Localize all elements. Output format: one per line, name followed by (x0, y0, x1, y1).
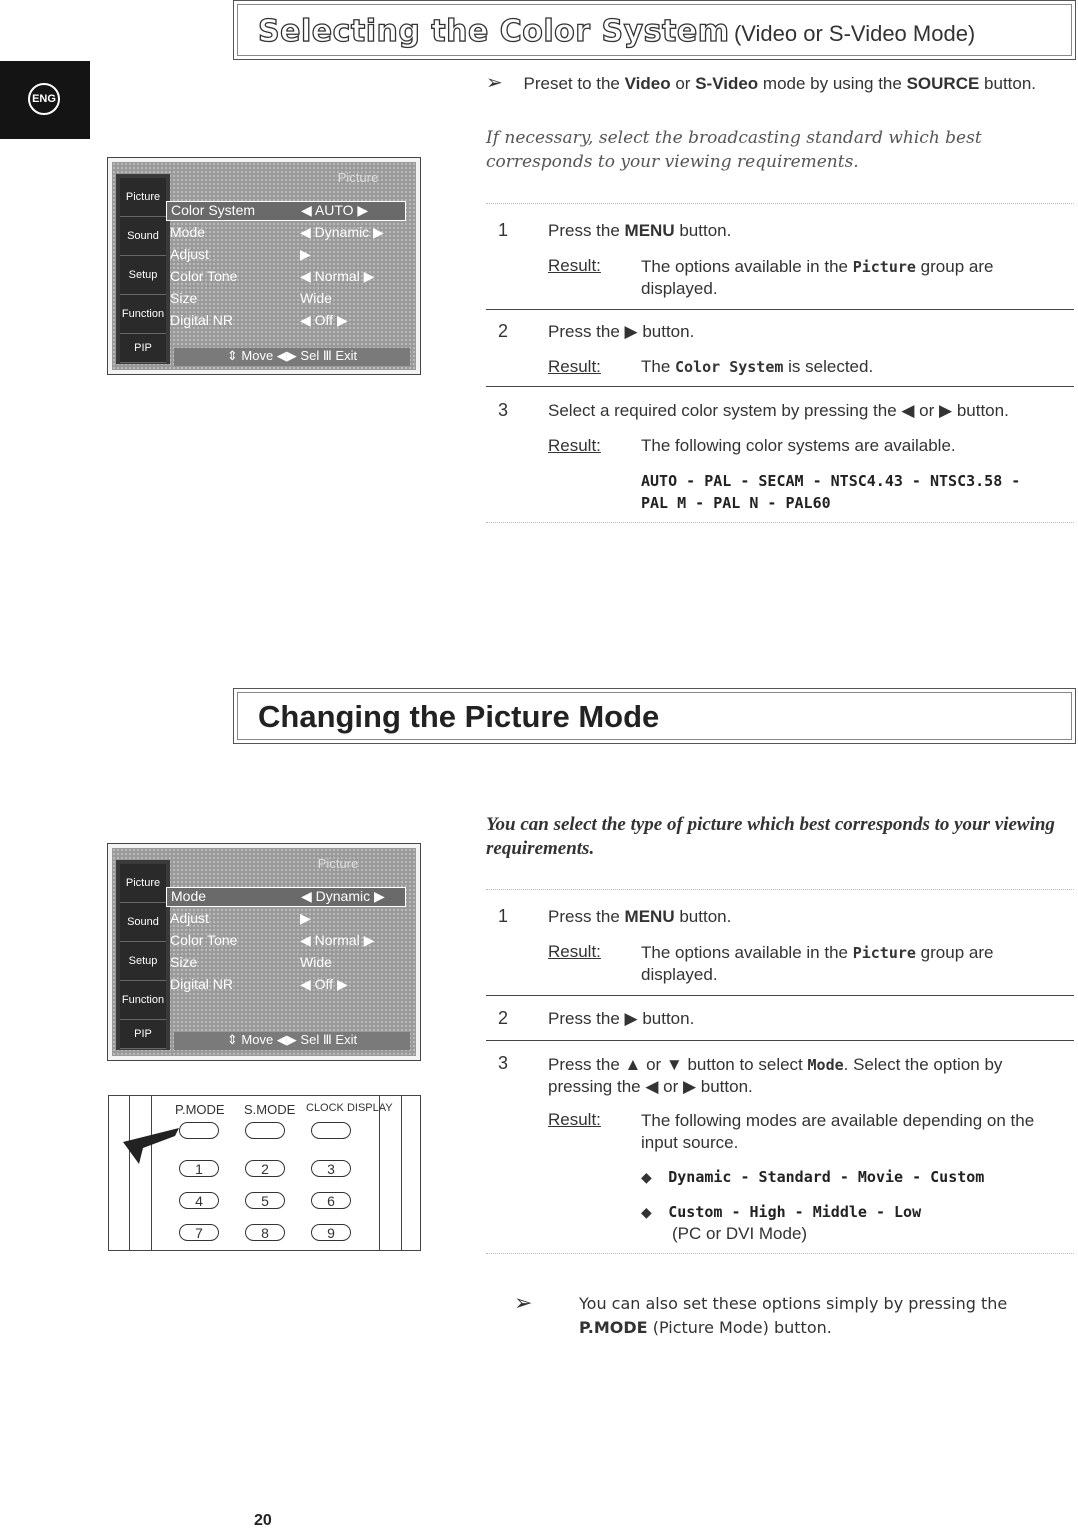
diamond-bullet-icon: ◆ (641, 1204, 652, 1220)
tv-tab-picture: Picture (120, 864, 166, 903)
tv-row-value: ◀ Off ▶ (300, 976, 348, 992)
tv-tab-setup: Setup (120, 256, 166, 295)
step-number: 3 (498, 1053, 509, 1073)
diamond-bullet-icon: ◆ (641, 1169, 652, 1185)
tv-tab-sound: Sound (120, 217, 166, 256)
section1-title: Selecting the Color System (258, 14, 730, 49)
mode-bullet-2 (641, 1203, 921, 1222)
result-text: group are displayed. (641, 257, 994, 298)
clock-display-button[interactable] (311, 1122, 351, 1139)
result-label: Result: (548, 436, 601, 455)
step-number: 1 (498, 220, 509, 240)
tip-text: You can also set these options simply by pressing the (579, 1294, 1008, 1313)
pointer-arrow-icon (123, 1118, 183, 1168)
language-tab (0, 61, 90, 139)
result-label: Result: (548, 357, 601, 376)
result-label: Result: (548, 256, 601, 275)
note-prefix: Preset to the (523, 74, 620, 93)
step-3-result: The following modes are available depending on the input source. (641, 1111, 1035, 1152)
tv-row-label: Adjust (170, 246, 209, 262)
tv-menu-side-tabs (116, 860, 170, 1050)
tv-row-value: Wide (300, 954, 332, 970)
step-text: Press the (548, 221, 620, 240)
arrow-bullet-icon: ➢ (486, 72, 503, 94)
step-2-text: Press the ▶ button. (548, 1009, 695, 1028)
tv-row-value: ◀ Dynamic ▶ (301, 888, 385, 904)
remote-key-8[interactable]: 8 (245, 1224, 285, 1241)
remote-key-1[interactable]: 1 (179, 1160, 219, 1177)
preset-note (486, 70, 1076, 95)
tv-menu-title: Picture (317, 856, 359, 871)
note-source: SOURCE (906, 74, 980, 93)
tv-tab-setup: Setup (120, 942, 166, 981)
step-number: 2 (498, 1008, 509, 1028)
remote-label-clock-display: CLOCK DISPLAY (306, 1102, 393, 1114)
mode-bullet-1 (641, 1168, 984, 1187)
tv-row-adjust (166, 910, 404, 928)
tv-row-adjust (166, 246, 404, 264)
step-text: . Select the option by pressing the ◀ or ▶ button. (548, 1055, 1003, 1096)
tv-row-mode (166, 887, 406, 907)
tv-menu-footer: ⇕ Move ◀▶ Sel Ⅲ Exit (174, 1032, 410, 1050)
tv-row-value: ▶ (300, 910, 311, 926)
step-text: Press the ▲ or ▼ button to select (548, 1055, 803, 1074)
tv-row-value: ◀ Dynamic ▶ (300, 224, 384, 240)
result-code: Picture (852, 944, 916, 962)
section1-subtitle: (Video or S-Video Mode) (733, 21, 976, 46)
section2-intro: You can select the type of picture which best corresponds to your viewing requirements. (486, 814, 1055, 859)
result-label: Result: (548, 942, 601, 961)
step-1-result (641, 256, 1061, 300)
step-number: 2 (498, 321, 509, 341)
remote-label-smode: S.MODE (244, 1102, 296, 1117)
tv-menu-footer: ⇕ Move ◀▶ Sel Ⅲ Exit (174, 348, 410, 366)
result-code: Picture (852, 258, 916, 276)
step-number: 3 (498, 400, 509, 420)
tv-row-mode (166, 224, 404, 242)
remote-key-5[interactable]: 5 (245, 1192, 285, 1209)
tv-menu-screenshot-1 (107, 157, 421, 375)
result-text: The options available in the (641, 257, 848, 276)
result-text: group are displayed. (641, 943, 994, 984)
remote-control-illustration (108, 1095, 421, 1251)
tv-tab-pip: PIP (120, 334, 166, 363)
tv-menu-side-tabs (116, 174, 170, 364)
result-code: Color System (675, 358, 784, 376)
tv-row-digital-nr (166, 312, 404, 330)
pmode-tip (579, 1292, 1049, 1340)
tv-row-label: Color System (171, 202, 256, 218)
note-or: or (675, 74, 691, 93)
color-systems-line-1: AUTO - PAL - SECAM - NTSC4.43 - NTSC3.58 - (641, 472, 1021, 490)
step-number: 1 (498, 906, 509, 926)
note-svideo: S-Video (695, 74, 759, 93)
arrow-bullet-icon: ➢ (514, 1290, 533, 1315)
tv-row-label: Digital NR (170, 976, 234, 992)
language-badge: ENG (28, 83, 60, 115)
remote-label-pmode: P.MODE (175, 1102, 225, 1117)
tv-row-label: Color Tone (170, 932, 238, 948)
tv-row-size (166, 954, 404, 972)
pmode-button[interactable] (179, 1122, 219, 1139)
tip-bold: P.MODE (579, 1318, 648, 1337)
tv-menu-screenshot-2 (107, 843, 421, 1061)
remote-key-3[interactable]: 3 (311, 1160, 351, 1177)
tv-row-value: ◀ AUTO ▶ (301, 202, 369, 218)
tv-row-value: ◀ Normal ▶ (300, 268, 375, 284)
tv-menu-title: Picture (337, 170, 379, 185)
page-number: 20 (254, 1512, 272, 1529)
tv-tab-sound: Sound (120, 903, 166, 942)
remote-key-2[interactable]: 2 (245, 1160, 285, 1177)
section1-title-box (233, 0, 1076, 60)
tv-row-label: Mode (170, 224, 206, 240)
tv-row-digital-nr (166, 976, 404, 994)
tv-row-value: ◀ Normal ▶ (300, 932, 375, 948)
tip-text: (Picture Mode) button. (652, 1318, 832, 1337)
tv-tab-pip: PIP (120, 1020, 166, 1049)
step-bold: MENU (624, 907, 675, 926)
tv-tab-picture: Picture (120, 178, 166, 217)
remote-key-9[interactable]: 9 (311, 1224, 351, 1241)
tv-tab-function: Function (120, 295, 166, 334)
step-text: button. (679, 907, 732, 926)
tv-row-label: Color Tone (170, 268, 238, 284)
result-text: The options available in the (641, 943, 848, 962)
step-2-text: Press the ▶ button. (548, 322, 695, 341)
result-text: is selected. (788, 357, 874, 376)
step-3-text (548, 1054, 1048, 1098)
note-suffix: button. (984, 74, 1037, 93)
note-mid: mode by using the (762, 74, 902, 93)
section2-title-box (233, 688, 1076, 744)
mode-list: Dynamic - Standard - Movie - Custom (668, 1168, 985, 1186)
tv-row-label: Size (170, 290, 198, 306)
remote-key-4[interactable]: 4 (179, 1192, 219, 1209)
tv-row-size (166, 290, 404, 308)
section1-intro: If necessary, select the broadcasting standard which best corresponds to your viewing requirements. (486, 128, 982, 172)
step-code: Mode (807, 1056, 844, 1074)
section1-heading (258, 14, 975, 49)
color-systems-line-2: PAL M - PAL N - PAL60 (641, 494, 831, 512)
tv-row-label: Size (170, 954, 198, 970)
step-3-text: Select a required color system by pressing the ◀ or ▶ button. (548, 401, 1009, 420)
smode-button[interactable] (245, 1122, 285, 1139)
tv-row-color-tone (166, 268, 404, 286)
step-3-result: The following color systems are available. (641, 436, 956, 455)
tv-row-value: ◀ Off ▶ (300, 312, 348, 328)
result-text: The (641, 357, 671, 376)
section2-title: Changing the Picture Mode (258, 699, 660, 734)
tv-tab-function: Function (120, 981, 166, 1020)
tv-row-label: Mode (171, 888, 207, 904)
result-label: Result: (548, 1110, 601, 1129)
step-1-text (548, 907, 731, 927)
step-text: button. (679, 221, 732, 240)
remote-key-7[interactable]: 7 (179, 1224, 219, 1241)
tv-row-color-tone (166, 932, 404, 950)
step-1-result (641, 942, 1061, 986)
tv-row-label: Adjust (170, 910, 209, 926)
step-bold: MENU (624, 221, 675, 240)
step-text: Press the (548, 907, 620, 926)
step-1-text (548, 221, 731, 241)
tv-row-color-system (166, 201, 406, 221)
step-2-result (641, 357, 873, 377)
pc-dvi-note: (PC or DVI Mode) (672, 1224, 808, 1243)
mode-list: Custom - High - Middle - Low (668, 1203, 922, 1221)
tv-row-label: Digital NR (170, 312, 234, 328)
remote-key-6[interactable]: 6 (311, 1192, 351, 1209)
tv-row-value: ▶ (300, 246, 311, 262)
note-video: Video (624, 74, 671, 93)
tv-row-value: Wide (300, 290, 332, 306)
